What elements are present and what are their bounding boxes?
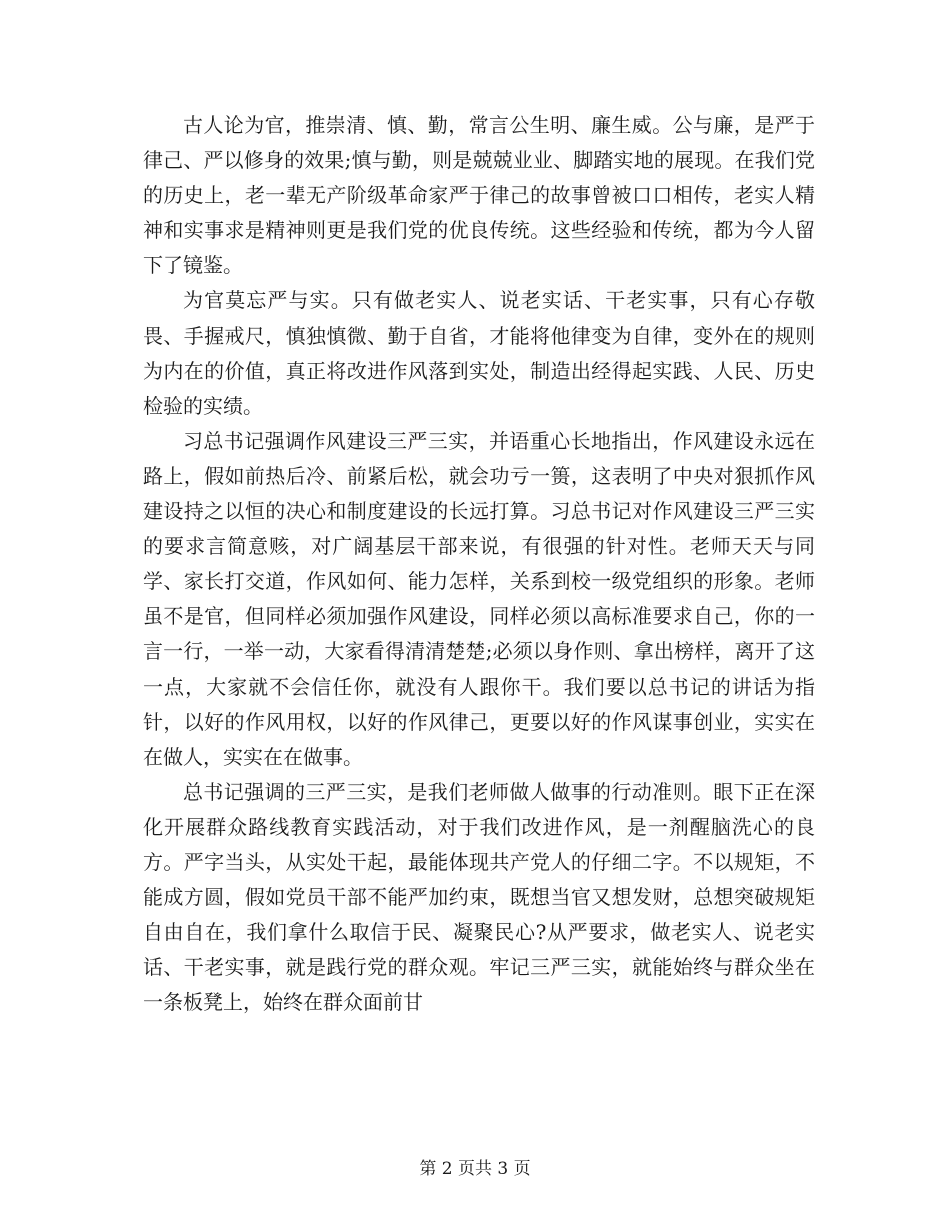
paragraph-1: 古人论为官，推崇清、慎、勤，常言公生明、廉生威。公与廉，是严于律己、严以修身的效果;慎与勤，则是兢兢业业、脚踏实地的展现。在我们党的历史上，老一辈无产阶级革命家严于律己的故事曾被口口相传，老实人精神和实事求是精神则更是我们党的优良传统。这些经验和传统，都为今人留下了镜鉴。 [143, 113, 815, 278]
paragraph-2: 为官莫忘严与实。只有做老实人、说老实话、干老实事，只有心存敬畏、手握戒尺，慎独慎微、勤于自省，才能将他律变为自律，变外在的规则为内在的价值，真正将改进作风落到实处，制造出经得起实践、人民、历史检验的实绩。 [143, 288, 815, 418]
document-body [143, 108, 815, 1020]
page-number-footer: 第 2 页共 3 页 [419, 1159, 531, 1179]
paragraph-3: 习总书记强调作风建设三严三实，并语重心长地指出，作风建设永远在路上，假如前热后冷、前紧后松，就会功亏一篑，这表明了中央对狠抓作风建设持之以恒的决心和制度建设的长远打算。习总书记对作风建设三严三实的要求言简意赅，对广阔基层干部来说，有很强的针对性。老师天天与同学、家长打交道，作风如何、能力怎样，关系到校一级党组织的形象。老师虽不是官，但同样必须加强作风建设，同样必须以高标准要求自己，你的一言一行，一举一动，大家看得清清楚楚;必须以身作则、拿出榜样，离开了这一点，大家就不会信任你，就没有人跟你干。我们要以总书记的讲话为指针，以好的作风用权，以好的作风律己，更要以好的作风谋事创业，实实在在做人，实实在在做事。 [143, 428, 815, 769]
paragraph-4: 总书记强调的三严三实，是我们老师做人做事的行动准则。眼下正在深化开展群众路线教育实践活动，对于我们改进作风，是一剂醒脑洗心的良方。严字当头，从实处干起，最能体现共产党人的仔细二字。不以规矩，不能成方圆，假如党员干部不能严加约束，既想当官又想发财，总想突破规矩自由自在，我们拿什么取信于民、凝聚民心?从严要求，做老实人、说老实话、干老实事，就是践行党的群众观。牢记三严三实，就能始终与群众坐在一条板凳上，始终在群众面前甘 [143, 779, 815, 1015]
